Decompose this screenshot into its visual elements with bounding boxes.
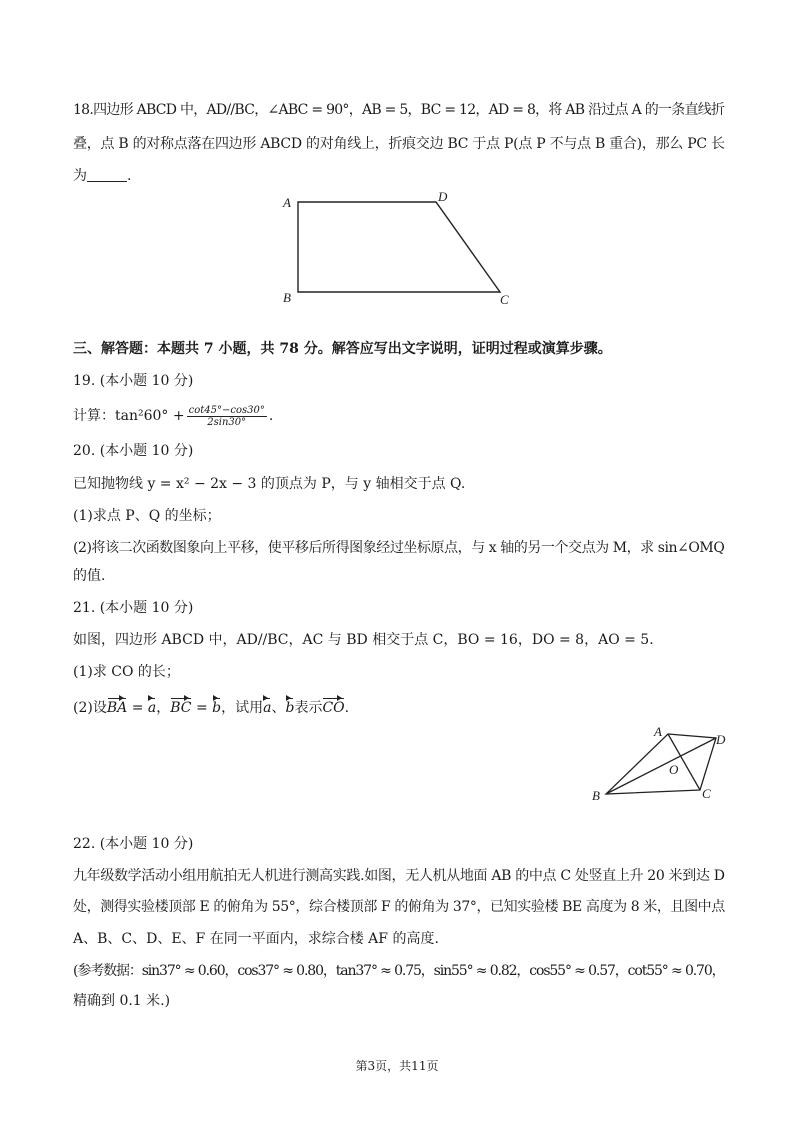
label-a: A bbox=[283, 195, 291, 210]
label-b: B bbox=[283, 290, 291, 305]
page-footer: 第3页，共11页 bbox=[355, 1059, 439, 1073]
diagonal-bd bbox=[606, 738, 716, 794]
q21-title: 21. (本小题 10 分) bbox=[73, 600, 194, 616]
q22-line-4: (参考数据：sin37° ≈ 0.60，cos37° ≈ 0.80，tan37° ≈ 0.75，sin55° ≈ 0.82，cos55° ≈ 0.57，cot55° ≈ 0.70， bbox=[73, 963, 725, 979]
label-o: O bbox=[669, 762, 679, 777]
q21-p2-mid: ，试用 bbox=[221, 700, 264, 716]
answer-blank bbox=[87, 167, 127, 182]
q22-line-1: 九年级数学活动小组用航拍无人机进行测高实践.如图，无人机从地面 AB 的中点 C 处竖直上升 20 米到达 D bbox=[73, 868, 725, 884]
q18-trapezoid-figure bbox=[270, 188, 530, 310]
label-b: B bbox=[592, 788, 600, 803]
q21-p2-show: 表示 bbox=[294, 700, 323, 716]
q19-suffix: . bbox=[268, 408, 274, 424]
q21-part-1: (1)求 CO 的长； bbox=[73, 664, 180, 680]
vector-b-2: b bbox=[285, 700, 295, 716]
vector-bc: BC bbox=[170, 700, 192, 716]
q20-title: 20. (本小题 10 分) bbox=[73, 443, 194, 459]
q19-fraction bbox=[187, 405, 267, 428]
q22-title: 22. (本小题 10 分) bbox=[73, 836, 194, 852]
label-c: C bbox=[702, 786, 711, 801]
section-3-heading: 三、解答题：本题共 7 小题，共 78 分。解答应写出文字说明，证明过程或演算步骤。 bbox=[73, 341, 612, 357]
q20-part-2-line-1: (2)将该二次函数图象向上平移，使平移后所得图象经过坐标原点，与 x 轴的另一个交点为 M，求 sin∠OMQ bbox=[73, 540, 725, 556]
q18-line-3-suffix: . bbox=[127, 168, 132, 184]
q18-line-1: 18.四边形 ABCD 中，AD//BC，∠ABC = 90°，AB = 5，BC = 12，AD = 8，将 AB 沿过点 A 的一条直线折 bbox=[73, 102, 725, 118]
q21-text: 如图，四边形 ABCD 中，AD//BC，AC 与 BD 相交于点 C，BO = 16，DO = 8，AO = 5. bbox=[73, 632, 654, 648]
q19-expression bbox=[73, 403, 273, 429]
q21-p2-eq1: = bbox=[127, 700, 148, 716]
q21-part-2 bbox=[73, 698, 349, 718]
q22-line-2: 处，测得实验楼顶部 E 的俯角为 55°，综合楼顶部 F 的俯角为 37°，已知实验楼 BE 高度为 8 米，且图中点 bbox=[73, 899, 725, 915]
q18-line-3 bbox=[73, 166, 131, 186]
q19-prefix: 计算：tan²60° + bbox=[73, 408, 185, 424]
q20-part-2-line-2: 的值. bbox=[73, 568, 106, 584]
vector-a: a bbox=[147, 700, 157, 716]
q21-quadrilateral-figure bbox=[588, 722, 738, 808]
q20-part-1: (1)求点 P、Q 的坐标； bbox=[73, 508, 221, 524]
q20-text: 已知抛物线 y = x² − 2x − 3 的顶点为 P，与 y 轴相交于点 Q. bbox=[73, 476, 466, 492]
q21-p2-eq2: = bbox=[191, 700, 213, 716]
vector-ba: BA bbox=[106, 700, 128, 716]
q22-line-3: A、B、C、D、E、F 在同一平面内，求综合楼 AF 的高度. bbox=[73, 931, 439, 947]
q18-line-2: 叠，点 B 的对称点落在四边形 ABCD 的对角线上，折痕交边 BC 于点 P(点 P 不与点 B 重合)，那么 PC 长 bbox=[73, 136, 725, 152]
label-d: D bbox=[438, 189, 448, 204]
label-d: D bbox=[716, 732, 726, 747]
vector-a-2: a bbox=[263, 700, 272, 716]
trapezoid-abcd bbox=[298, 202, 500, 292]
q19-numerator: cot45°−cos30° bbox=[188, 404, 265, 416]
vector-co: CO bbox=[322, 700, 345, 716]
q18-line-3-prefix: 为 bbox=[73, 168, 87, 184]
vector-b: b bbox=[212, 700, 222, 716]
q21-p2-dun: 、 bbox=[271, 700, 286, 716]
q21-p2-prefix: (2)设 bbox=[73, 700, 107, 716]
q19-denominator: 2sin30° bbox=[207, 416, 247, 428]
label-c: C bbox=[500, 292, 509, 307]
q22-line-5: 精确到 0.1 米.) bbox=[73, 993, 171, 1009]
q21-p2-end: . bbox=[344, 700, 350, 716]
q19-title: 19. (本小题 10 分) bbox=[73, 373, 194, 389]
q21-p2-sep: ， bbox=[156, 700, 171, 716]
label-a: A bbox=[654, 724, 662, 739]
